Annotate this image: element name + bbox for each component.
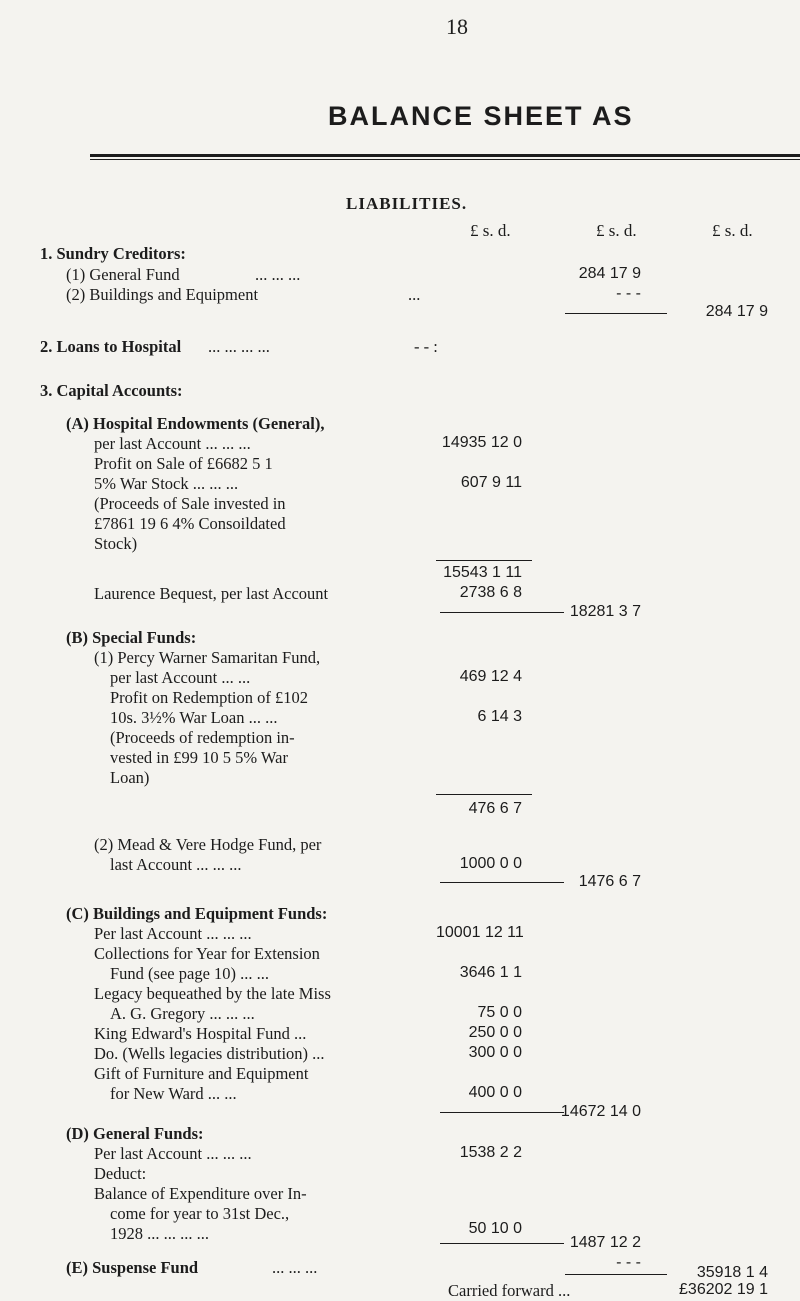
suspense-fund-amount: - - - — [616, 1254, 641, 1271]
buildings-last-account-amount: 10001 12 11 — [436, 924, 524, 941]
total-rule — [440, 1243, 564, 1244]
buildings-funds-line-1: Per last Account ... ... ... — [94, 924, 252, 943]
redemption-profit-amount: 6 14 3 — [477, 708, 522, 725]
general-funds-line-3: Balance of Expenditure over In- — [94, 1184, 307, 1203]
general-last-account-amount: 1538 2 2 — [459, 1144, 522, 1161]
endowments-line-2: per last Account ... ... ... — [94, 434, 251, 453]
general-funds-line-4: come for year to 31st Dec., — [110, 1204, 290, 1223]
buildings-equipment-amount: - - - — [616, 285, 641, 302]
gregory-legacy-amount: 75 0 0 — [477, 1004, 522, 1021]
total-rule — [440, 1112, 564, 1113]
capital-accounts-total: 35918 1 4 — [696, 1264, 768, 1281]
buildings-funds-total: 14672 14 0 — [560, 1103, 641, 1120]
section-heading: LIABILITIES. — [346, 194, 468, 213]
buildings-funds-line-3: Fund (see page 10) ... ... — [110, 964, 270, 983]
endowments-total: 18281 3 7 — [569, 603, 641, 620]
special-funds-line-7: Loan) — [110, 768, 150, 787]
special-funds-line-6: vested in £99 10 5 5% War — [110, 748, 289, 767]
laurence-bequest-label: Laurence Bequest, per last Account — [94, 584, 329, 603]
general-funds-total: 1487 12 2 — [569, 1234, 641, 1251]
column-header-3: £ s. d. — [712, 221, 753, 240]
mead-hodge-amount: 1000 0 0 — [459, 855, 522, 872]
buildings-funds-title: (C) Buildings and Equipment Funds: — [66, 904, 328, 923]
general-fund-label: (1) General Fund — [66, 265, 180, 284]
buildings-funds-line-4: Legacy bequeathed by the late Miss — [94, 984, 331, 1003]
special-funds-line-2: per last Account ... ... — [110, 668, 251, 687]
page-title: BALANCE SHEET AS — [328, 101, 634, 131]
header-rule-thick — [90, 154, 800, 157]
collections-amount: 3646 1 1 — [459, 964, 522, 981]
loans-dots: ... ... ... ... — [208, 337, 270, 356]
special-funds-total: 1476 6 7 — [578, 873, 641, 890]
sundry-creditors-total: 284 17 9 — [705, 303, 768, 320]
suspense-fund-dots: ... ... ... — [272, 1258, 318, 1277]
header-rule-thin — [90, 159, 800, 160]
mead-hodge-line-1: (2) Mead & Vere Hodge Fund, per — [94, 835, 322, 854]
general-funds-line-2: Deduct: — [94, 1164, 147, 1183]
wells-legacies-amount: 300 0 0 — [468, 1044, 522, 1061]
buildings-funds-line-7: Do. (Wells legacies distribution) ... — [94, 1044, 325, 1063]
king-edward-fund-amount: 250 0 0 — [468, 1024, 522, 1041]
buildings-funds-line-6: King Edward's Hospital Fund ... — [94, 1024, 307, 1043]
sundry-creditors-title: 1. Sundry Creditors: — [40, 244, 186, 263]
buildings-funds-line-5: A. G. Gregory ... ... ... — [110, 1004, 255, 1023]
buildings-equipment-label: (2) Buildings and Equipment — [66, 285, 259, 304]
endowments-line-6: £7861 19 6 4% Consoildated — [94, 514, 286, 533]
gift-furniture-amount: 400 0 0 — [468, 1084, 522, 1101]
carried-forward-amount: £36202 19 1 — [679, 1281, 768, 1298]
column-header-2: £ s. d. — [596, 221, 637, 240]
general-funds-line-5: 1928 ... ... ... ... — [110, 1224, 209, 1243]
mead-hodge-line-2: last Account ... ... ... — [110, 855, 242, 874]
endowments-subtotal: 15543 1 11 — [443, 564, 522, 581]
general-funds-title: (D) General Funds: — [66, 1124, 204, 1143]
special-funds-line-3: Profit on Redemption of £102 — [110, 688, 308, 707]
endowments-line-1 — [66, 414, 325, 434]
endowments-line-5: (Proceeds of Sale invested in — [94, 494, 286, 513]
war-stock-profit-amount: 607 9 11 — [460, 474, 522, 491]
endowments-line-4: 5% War Stock ... ... ... — [94, 474, 239, 493]
capital-accounts-title: 3. Capital Accounts: — [40, 381, 183, 400]
buildings-equipment-dots: ... — [408, 285, 421, 304]
column-header-1: £ s. d. — [470, 221, 511, 240]
laurence-bequest-amount: 2738 6 8 — [459, 584, 522, 601]
page-number: 18 — [446, 14, 468, 39]
buildings-funds-line-2: Collections for Year for Extension — [94, 944, 320, 963]
suspense-fund-title: (E) Suspense Fund — [66, 1258, 199, 1277]
special-funds-title: (B) Special Funds: — [66, 628, 197, 647]
subtotal-rule — [436, 560, 532, 561]
carried-forward-label: Carried forward ... — [448, 1281, 571, 1300]
endowments-line-7: Stock) — [94, 534, 138, 553]
samaritan-fund-amount: 469 12 4 — [459, 668, 522, 685]
special-funds-line-4: 10s. 3½% War Loan ... ... — [110, 708, 278, 727]
buildings-funds-line-9: for New Ward ... ... — [110, 1084, 237, 1103]
general-fund-amount: 284 17 9 — [578, 265, 641, 282]
subtotal-rule — [436, 794, 532, 795]
total-rule — [440, 612, 564, 613]
samaritan-subtotal: 476 6 7 — [468, 800, 522, 817]
general-fund-dots: ... ... ... — [255, 265, 301, 284]
endowments-amount: 14935 12 0 — [441, 434, 522, 451]
endowments-line-3: Profit on Sale of £6682 5 1 — [94, 454, 273, 473]
loans-amount: - - : — [414, 337, 438, 356]
special-funds-line-1: (1) Percy Warner Samaritan Fund, — [94, 648, 321, 667]
buildings-funds-line-8: Gift of Furniture and Equipment — [94, 1064, 309, 1083]
total-rule — [440, 882, 564, 883]
loans-title: 2. Loans to Hospital — [40, 337, 182, 356]
endowments-heading: (A) Hospital Endowments (General), — [66, 414, 325, 433]
general-funds-line-1: Per last Account ... ... ... — [94, 1144, 252, 1163]
expenditure-deduction-amount: 50 10 0 — [468, 1220, 522, 1237]
special-funds-line-5: (Proceeds of redemption in- — [110, 728, 295, 747]
